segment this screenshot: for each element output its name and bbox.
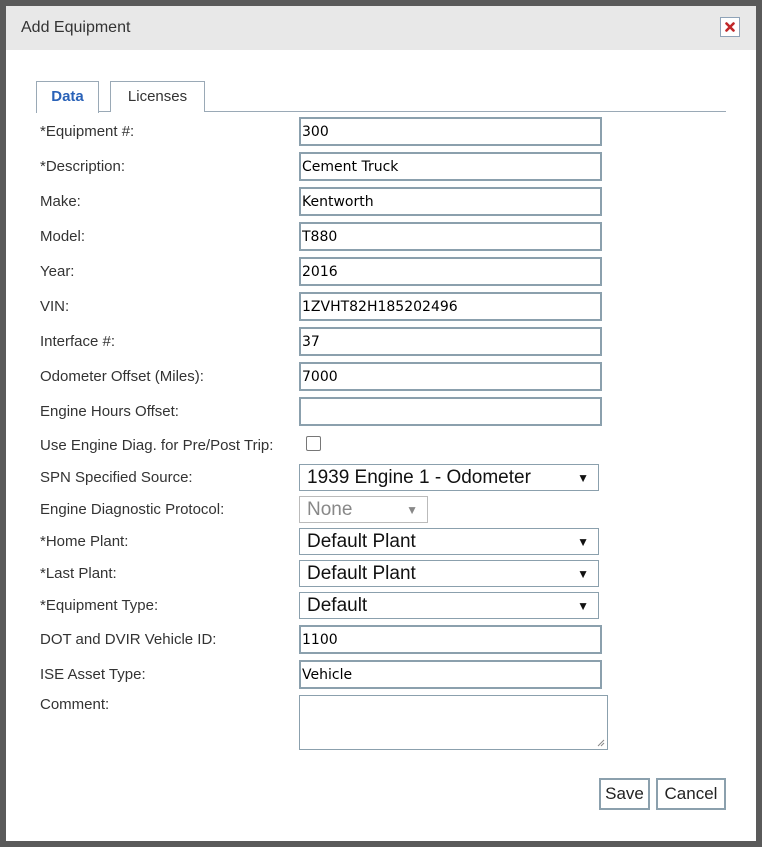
use-engine-diag-checkbox[interactable]	[306, 436, 321, 451]
year-input[interactable]	[299, 257, 602, 286]
chevron-down-icon: ▼	[577, 567, 589, 581]
use-engine-diag-label: Use Engine Diag. for Pre/Post Trip:	[40, 437, 274, 454]
dot-dvir-id-input[interactable]	[299, 625, 602, 654]
model-input[interactable]	[299, 222, 602, 251]
interface-number-label: Interface #:	[40, 333, 116, 350]
vin-input[interactable]	[299, 292, 602, 321]
equipment-number-input[interactable]	[299, 117, 602, 146]
equipment-type-label: *Equipment Type:	[40, 597, 159, 614]
spn-source-label: SPN Specified Source:	[40, 469, 193, 486]
resize-grip-icon[interactable]	[597, 739, 605, 747]
add-equipment-dialog	[6, 6, 756, 841]
chevron-down-icon: ▼	[577, 599, 589, 613]
vin-label: VIN:	[40, 298, 70, 315]
chevron-down-icon: ▼	[577, 471, 589, 485]
dialog-title: Add Equipment	[21, 19, 131, 36]
chevron-down-icon: ▼	[406, 503, 418, 517]
last-plant-value: Default Plant	[307, 563, 416, 584]
description-label: *Description:	[40, 158, 126, 175]
engine-protocol-value: None	[307, 499, 353, 520]
interface-number-input[interactable]	[299, 327, 602, 356]
spn-source-select[interactable]	[299, 464, 599, 491]
comment-textarea[interactable]	[299, 695, 608, 750]
dot-dvir-id-label: DOT and DVIR Vehicle ID:	[40, 631, 217, 648]
home-plant-label: *Home Plant:	[40, 533, 129, 550]
equipment-type-value: Default	[307, 595, 368, 616]
comment-label: Comment:	[40, 696, 110, 713]
close-icon	[725, 22, 735, 32]
ise-asset-type-label: ISE Asset Type:	[40, 666, 146, 683]
home-plant-value: Default Plant	[307, 531, 416, 552]
last-plant-select[interactable]	[299, 560, 599, 587]
tab-licenses[interactable]: Licenses	[110, 81, 205, 112]
home-plant-select[interactable]	[299, 528, 599, 555]
make-input[interactable]	[299, 187, 602, 216]
odometer-offset-input[interactable]	[299, 362, 602, 391]
engine-protocol-label: Engine Diagnostic Protocol:	[40, 501, 225, 518]
ise-asset-type-input[interactable]	[299, 660, 602, 689]
tab-data[interactable]: Data	[36, 81, 99, 113]
last-plant-label: *Last Plant:	[40, 565, 117, 582]
save-button[interactable]: Save	[599, 778, 650, 810]
cancel-button[interactable]: Cancel	[656, 778, 726, 810]
dialog-titlebar	[6, 6, 756, 50]
engine-hours-offset-input[interactable]	[299, 397, 602, 426]
engine-protocol-select	[299, 496, 428, 523]
description-input[interactable]	[299, 152, 602, 181]
chevron-down-icon: ▼	[577, 535, 589, 549]
model-label: Model:	[40, 228, 86, 245]
close-button[interactable]	[720, 17, 740, 37]
odometer-offset-label: Odometer Offset (Miles):	[40, 368, 204, 385]
engine-hours-offset-label: Engine Hours Offset:	[40, 403, 179, 420]
equipment-number-label: *Equipment #:	[40, 123, 135, 140]
spn-source-value: 1939 Engine 1 - Odometer	[307, 467, 531, 488]
make-label: Make:	[40, 193, 81, 210]
year-label: Year:	[40, 263, 75, 280]
equipment-type-select[interactable]	[299, 592, 599, 619]
